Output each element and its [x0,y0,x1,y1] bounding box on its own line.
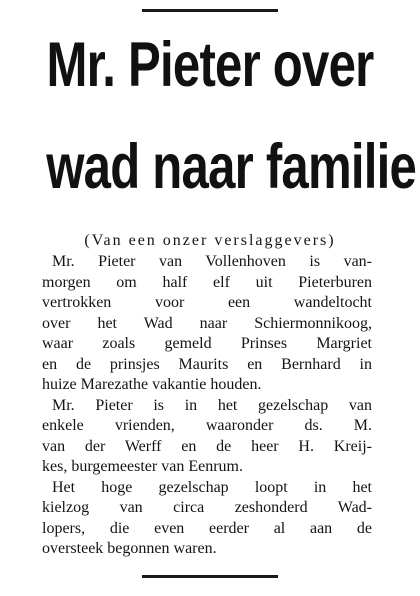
text-line: enkele vrienden, waaronder ds. M. [42,417,372,434]
bottom-rule [142,575,278,578]
headline-line-1: Mr. Pieter over [46,30,374,100]
text-line: Het hoge gezelschap loopt in het [52,478,372,496]
top-rule [142,9,278,12]
text-line: kielzog van circa zeshonderd Wad- [42,499,372,516]
byline: (Van een onzer verslaggevers) [84,232,336,249]
text-line: van der Werff en de heer H. Kreij- [42,437,372,455]
paragraph-2 [42,396,372,478]
text-line: lopers, die even eerder al aan de [42,519,372,537]
text-line: morgen om half elf uit Pieterburen [42,273,372,291]
text-line: oversteek begonnen waren. [42,540,217,557]
text-line: huize Marezathe vakantie houden. [42,376,262,393]
text-line: Mr. Pieter van Vollenhoven is van- [52,253,372,270]
text-line: waar zoals gemeld Prinses Margriet [42,335,372,352]
text-line: over het Wad naar Schiermonnikoog, [42,314,372,332]
text-line: Mr. Pieter is in het gezelschap van [52,396,372,414]
paragraph-3 [42,478,372,560]
headline-line-2: wad naar familie [46,132,417,202]
paragraph-1 [42,252,372,396]
text-line: kes, burgemeester van Eenrum. [42,458,243,475]
text-line: en de prinsjes Maurits en Bernhard in [42,355,372,373]
text-line: vertrokken voor een wandeltocht [42,294,372,311]
article-body [42,252,372,560]
